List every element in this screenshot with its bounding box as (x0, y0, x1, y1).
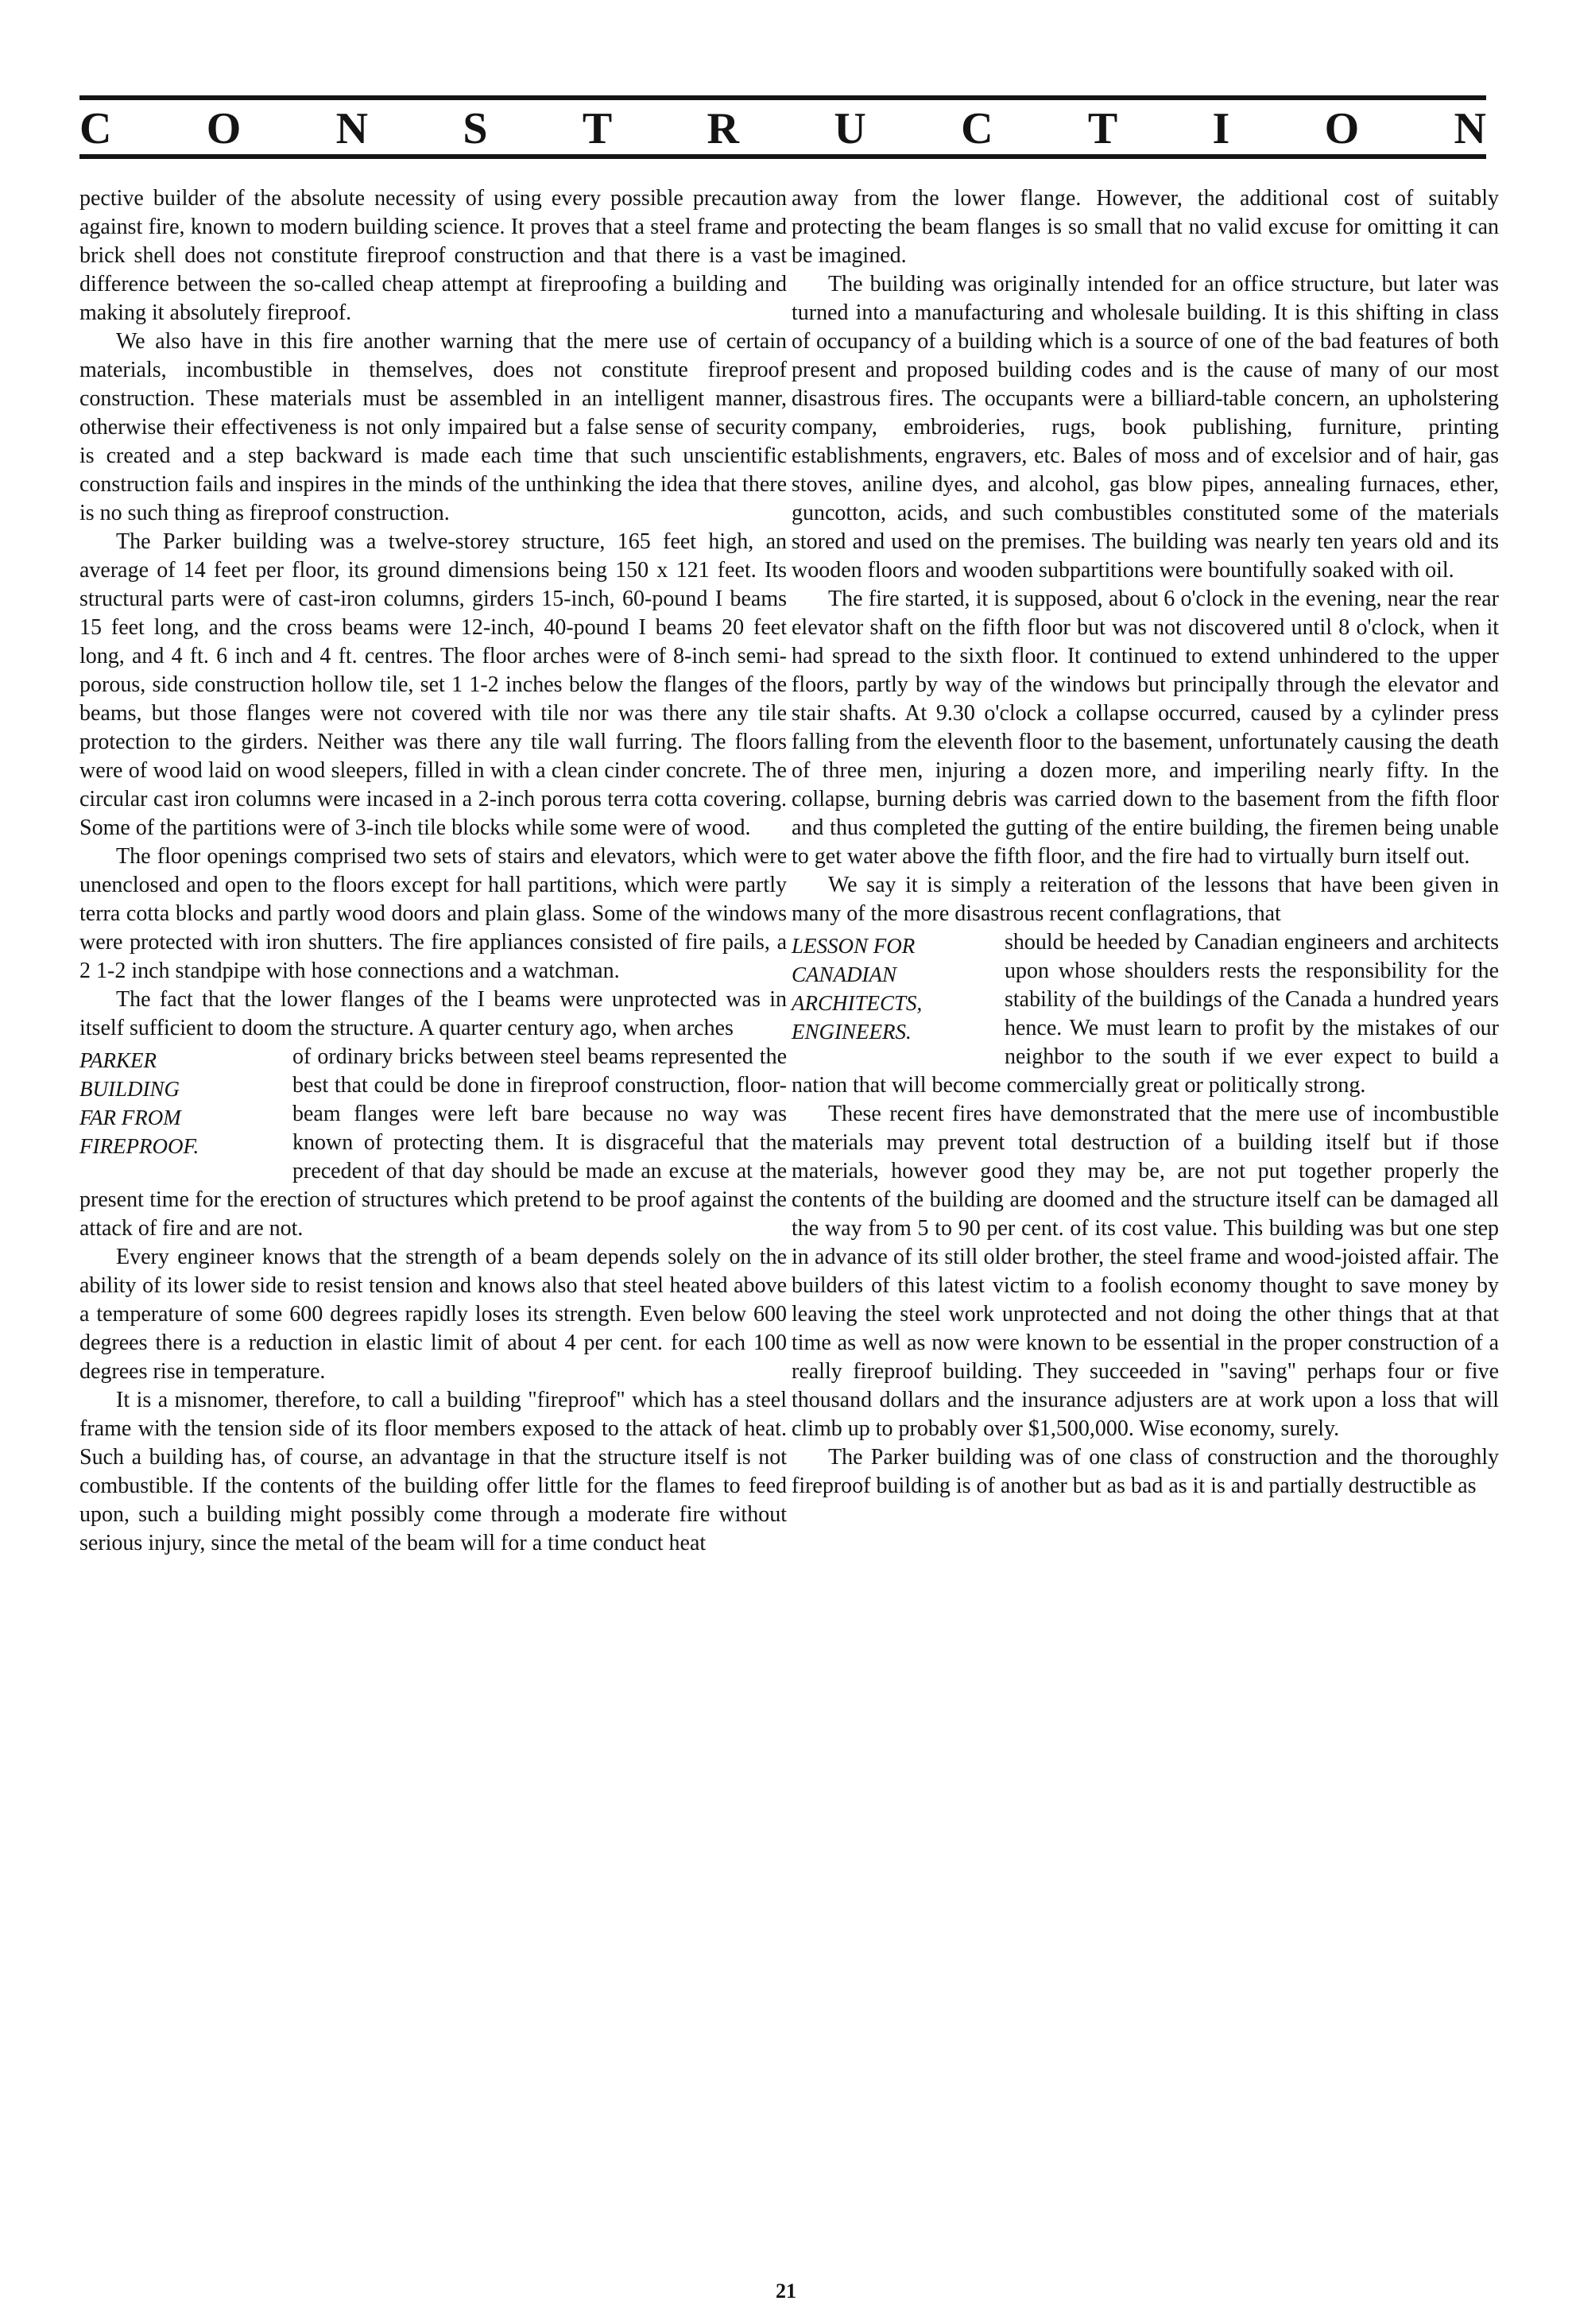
masthead-title (79, 104, 1486, 153)
paragraph: The Parker building was a twelve-storey structure, 165 feet high, an average of 14 feet per floor, its ground dimensions being 150 x 121 feet. Its structural parts were of cast-iron columns, girders 15-inch, 60-pound I beams 15 feet long, and the cross beams were 12-inch, 40-pound I beams 20 feet long, and 4 ft. 6 inch and 4 ft. centres. The floor arches were of 8-inch semi-porous, side construction hollow tile, set 1 1-2 inches below the flanges of the beams, but those flanges were not covered with tile nor was there any tile protection to the girders. Neither was there any tile wall furring. The floors were of wood laid on wood sleepers, filled in with a clean cinder concrete. The circular cast iron columns were incased in a 2-inch porous terra cotta covering. Some of the partitions were of 3-inch tile blocks while some were of wood. (79, 529, 787, 840)
masthead-letter: I (1212, 104, 1230, 153)
masthead-letter: T (582, 104, 613, 153)
side-heading-line: ENGINEERS. (792, 1020, 912, 1044)
side-heading-lesson (792, 932, 990, 1046)
paragraph: of ordinary bricks between steel beams represented the best that could be done in fireproof construction, floor-beam flanges were left bare because no way was known of protecting them. It is disgraceful that the precedent of that day should be made an excuse at the present time for the erection of structures which pretend to be proof against the attack of fire and are not. (79, 1044, 787, 1241)
paragraph: should be heeded by Canadian engineers and architects upon whose shoulders rests the responsibility for the stability of the buildings of the Canada a hundred years hence. We must learn to profit by the mistakes of our neighbor to the south if we ever expect to build a nation that will become commercially great or politically strong. (792, 930, 1499, 1098)
side-heading-line: FAR FROM (79, 1106, 181, 1129)
side-heading-line: ARCHITECTS, (792, 991, 923, 1015)
masthead-letter: U (834, 104, 866, 153)
masthead-letter: N (335, 104, 369, 153)
masthead-letter: C (961, 104, 993, 153)
page-number: 21 (776, 2279, 796, 2303)
right-column (792, 184, 1499, 1501)
masthead-letter: R (707, 104, 739, 153)
paragraph: The building was originally intended for an office structure, but later was turned into a manufacturing and wholesale building. It is this shifting in class of occupancy of a building which is a source of one of the bad features of both present and proposed building codes and is the cause of many of our most disastrous fires. The occupants were a billiard-table concern, an upholstering company, embroideries, rugs, book publishing, furniture, printing establishments, engravers, etc. Bales of moss and of excelsior and of hair, gas stoves, aniline dyes, and alcohol, gas blow pipes, annealing furnaces, ether, guncotton, acids, and such combustibles constituted some of the materials stored and used on the premises. The building was nearly ten years old and its wooden floors and wooden subpartitions were bountifully soaked with oil. (792, 272, 1499, 583)
paragraph: The fact that the lower flanges of the I beams were unprotected was in itself sufficient to doom the structure. A quarter century ago, when arches (79, 987, 787, 1040)
paragraph: pective builder of the absolute necessity of using every possible precaution against fire, known to modern building science. It proves that a steel frame and brick shell does not constitute fireproof construction and that there is a vast difference between the so-called cheap attempt at fireproofing a building and making it absolutely fireproof. (79, 186, 787, 325)
masthead-letter: O (1324, 104, 1360, 153)
side-heading-line: PARKER (79, 1048, 157, 1072)
paragraph: The floor openings comprised two sets of stairs and elevators, which were unenclosed and open to the floors except for hall partitions, which were partly terra cotta blocks and partly wood doors and plain glass. Some of the windows were protected with iron shutters. The fire appliances consisted of fire pails, a 2 1-2 inch standpipe with hose connections and a watchman. (79, 844, 787, 983)
masthead-letter: T (1087, 104, 1118, 153)
side-heading-line: FIREPROOF. (79, 1134, 199, 1158)
masthead (79, 95, 1486, 159)
masthead-letter: N (1454, 104, 1486, 153)
paragraph: These recent fires have demonstrated that the mere use of incombustible materials may prevent total destruction of a building itself but if those materials, however good they may be, are not put together properly the contents of the building are doomed and the structure itself can be damaged all the way from 5 to 90 per cent. of its cost value. This building was but one step in advance of its still older brother, the steel frame and wood-joisted affair. The builders of this latest victim to a foolish economy thought to save money by leaving the steel work unprotected and not doing the other things that at that time as well as now were known to be essential in the proper construction of a really fireproof building. They succeeded in "saving" perhaps four or five thousand dollars and the insurance adjusters are at work upon a loss that will climb up to probably over $1,500,000. Wise economy, surely. (792, 1102, 1499, 1441)
left-column (79, 184, 787, 1558)
masthead-letter: O (206, 104, 242, 153)
side-heading-line: LESSON FOR (792, 934, 916, 958)
paragraph: away from the lower flange. However, the additional cost of suitably protecting the beam flanges is so small that no valid excuse for omitting it can be imagined. (792, 186, 1499, 268)
masthead-rule-top (79, 95, 1486, 100)
paragraph: The Parker building was of one class of construction and the thoroughly fireproof building is of another but as bad as it is and partially destructible as (792, 1445, 1499, 1498)
masthead-rule-bottom (79, 154, 1486, 159)
side-heading-line: BUILDING (79, 1077, 180, 1101)
paragraph: It is a misnomer, therefore, to call a building "fireproof" which has a steel frame with the tension side of its floor members exposed to the attack of heat. Such a building has, of course, an advantage in that the structure itself is not combustible. If the contents of the building offer little for the flames to feed upon, such a building might possibly come through a moderate fire without serious injury, since the metal of the beam will for a time conduct heat (79, 1388, 787, 1555)
masthead-letter: C (79, 104, 112, 153)
side-heading-parker-building (79, 1046, 278, 1160)
paragraph: The fire started, it is supposed, about 6 o'clock in the evening, near the rear elevator shaft on the fifth floor but was not discovered until 8 o'clock, when it had spread to the sixth floor. It continued to extend unhindered to the upper floors, partly by way of the windows but principally through the elevator and stair shafts. At 9.30 o'clock a collapse occurred, caused by a cylinder press falling from the eleventh floor to the basement, unfortunately causing the death of three men, injuring a dozen more, and imperiling nearly fifty. In the collapse, burning debris was carried down to the basement from the fifth floor and thus completed the gutting of the entire building, the firemen being unable to get water above the fifth floor, and the fire had to virtually burn itself out. (792, 587, 1499, 869)
paragraph: Every engineer knows that the strength of a beam depends solely on the ability of its lower side to resist tension and knows also that steel heated above a temperature of some 600 degrees rapidly loses its strength. Even below 600 degrees there is a reduction in elastic limit of about 4 per cent. for each 100 degrees rise in temperature. (79, 1245, 787, 1384)
paragraph: We also have in this fire another warning that the mere use of certain materials, incombustible in themselves, does not constitute fireproof construction. These materials must be assembled in an intelligent manner, otherwise their effectiveness is not only impaired but a false sense of security is created and a step backward is made each time that such unscientific construction fails and inspires in the minds of the unthinking the idea that there is no such thing as fireproof construction. (79, 329, 787, 525)
paragraph: We say it is simply a reiteration of the lessons that have been given in many of the more disastrous recent conflagrations, that (792, 873, 1499, 926)
side-heading-line: CANADIAN (792, 963, 896, 986)
masthead-letter: S (463, 104, 488, 153)
